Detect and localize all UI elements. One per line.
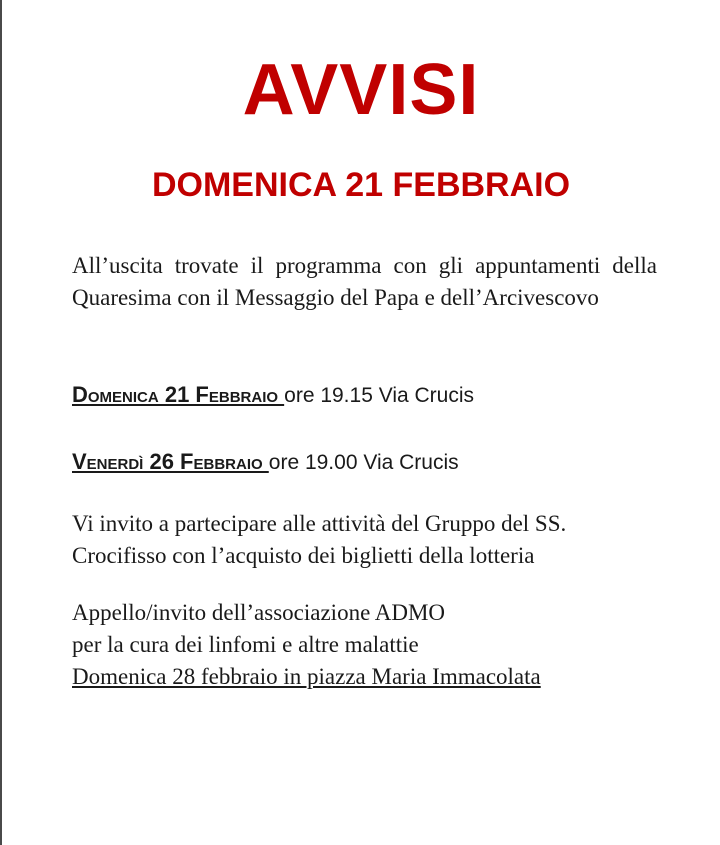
event-date: Domenica 21 Febbraio [72,382,285,407]
event-date: Venerdì 26 Febbraio [72,449,269,474]
program-paragraph: All’uscita trovate il programma con gli appuntamenti della Quaresima con il Messaggio del Papa e dell’Arcivescovo [72,253,657,310]
notice-subtitle: DOMENICA 21 FEBBRAIO [151,166,571,204]
lottery-line-1: Vi invito a partecipare alle attività del Gruppo del SS. [72,511,567,536]
admo-date-location: Domenica 28 febbraio in piazza Maria Immacolata [72,664,541,689]
admo-line-1: Appello/invito dell’associazione ADMO [72,600,446,625]
lottery-paragraph [72,508,657,572]
lottery-line-2: Crocifisso con l’acquisto dei biglietti della lotteria [72,543,535,568]
admo-line-2: per la cura dei linfomi e altre malattie [72,632,419,657]
event-via-crucis-sunday [72,380,474,411]
event-via-crucis-friday [72,447,459,478]
event-detail: ore 19.00 Via Crucis [268,451,459,474]
event-detail: ore 19.15 Via Crucis [284,384,475,407]
notice-title: AVVISI [242,50,480,130]
admo-paragraph [72,597,657,693]
